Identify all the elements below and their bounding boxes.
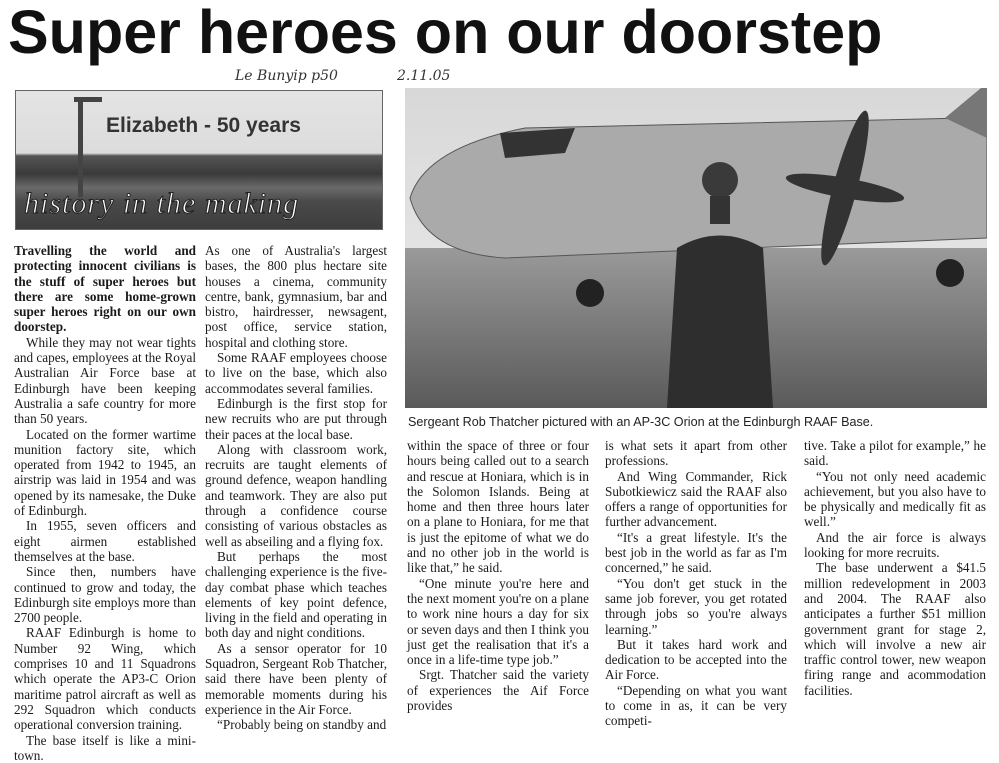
- aircraft-photo-illustration: [405, 88, 987, 408]
- article-paragraph: within the space of three or four hours being called out to a search and rescue at Honiara, which is in the Solomon Islands. Being at home and then three hours later on a plane to Honiara, for me that is just the epitome of what we do and no other job in the world is like that,” he said.: [407, 438, 589, 576]
- article-paragraph: “You don't get stuck in the same job forever, you get rotated through jobs so you're always learning.”: [605, 576, 787, 637]
- headline: Super heroes on our doorstep: [8, 0, 993, 64]
- article-column-2: [205, 243, 387, 733]
- banner-title: Elizabeth - 50 years: [106, 113, 301, 139]
- signpost-pole: [78, 97, 83, 197]
- article-lead: Travelling the world and protecting innocent civilians is the stuff of super heroes but there are some home-grown super heroes right on our own doorstep.: [14, 243, 196, 335]
- article-paragraph: “You not only need academic achievement, but you also have to be physically and medically fit as well.”: [804, 469, 986, 530]
- article-paragraph: But it takes hard work and dedication to be accepted into the Air Force.: [605, 637, 787, 683]
- article-paragraph: Located on the former wartime munition factory site, which operated from 1942 to 1945, an airstrip was laid in 1954 and was opened by its namesake, the Duke of Edinburgh.: [14, 427, 196, 519]
- article-paragraph: Some RAAF employees choose to live on the base, which also accommodates several families.: [205, 350, 387, 396]
- article-paragraph: Edinburgh is the first stop for new recruits who are put through their paces at the local base.: [205, 396, 387, 442]
- article-paragraph: Along with classroom work, recruits are taught elements of ground defence, weapon handling and teamwork. They are also put through a confidence course consisting of various obstacles as well as abseiling and a flying fox.: [205, 442, 387, 549]
- article-paragraph: tive. Take a pilot for example,” he said.: [804, 438, 986, 469]
- article-column-1: [14, 243, 196, 763]
- signpost-sign: [74, 97, 102, 102]
- article-paragraph: RAAF Edinburgh is home to Number 92 Wing, which comprises 10 and 11 Squadrons which operate the AP3-C Orion maritime patrol aircraft as well as 292 Squadron which conducts operational conversion training.: [14, 625, 196, 732]
- handwritten-source-note: Le Bunyip p50: [235, 67, 338, 85]
- article-paragraph: “One minute you're here and the next moment you're on a plane to work nine hours a day for six or seven days and then I think you just get the realisation that it's a once in a life-time type job.”: [407, 576, 589, 668]
- handwritten-date-note: 2.11.05: [397, 67, 450, 85]
- section-banner-image: [15, 90, 383, 230]
- article-paragraph: “Probably being on standby and: [205, 717, 387, 732]
- article-paragraph: In 1955, seven officers and eight airmen established themselves at the base.: [14, 518, 196, 564]
- article-paragraph: “Depending on what you want to come in as, it can be very competi-: [605, 683, 787, 729]
- article-column-4: [605, 438, 787, 729]
- article-paragraph: As a sensor operator for 10 Squadron, Sergeant Rob Thatcher, said there have been plenty of memorable moments during his experience in the Air Force.: [205, 641, 387, 717]
- article-paragraph: And the air force is always looking for more recruits.: [804, 530, 986, 561]
- article-paragraph: “It's a great lifestyle. It's the best job in the world as far as I'm concerned,” he said.: [605, 530, 787, 576]
- aircraft-photo: [405, 88, 987, 408]
- banner-subtitle: history in the making: [24, 187, 299, 221]
- article-paragraph: And Wing Commander, Rick Subotkiewicz said the RAAF also offers a range of opportunities for further advancement.: [605, 469, 787, 530]
- article-paragraph: As one of Australia's largest bases, the 800 plus hectare site houses a cinema, community centre, bank, gymnasium, bar and bistro, hairdresser, newsagent, post office, service station, hospital and clothing store.: [205, 243, 387, 350]
- article-paragraph: is what sets it apart from other professions.: [605, 438, 787, 469]
- article-column-5: [804, 438, 986, 698]
- article-paragraph: The base itself is like a mini-town.: [14, 733, 196, 763]
- article-column-3: [407, 438, 589, 713]
- photo-caption: Sergeant Rob Thatcher pictured with an AP-3C Orion at the Edinburgh RAAF Base.: [408, 414, 873, 430]
- article-paragraph: Srgt. Thatcher said the variety of experiences the Aif Force provides: [407, 667, 589, 713]
- article-paragraph: But perhaps the most challenging experience is the five-day combat phase which teaches elements of key point defence, living in the field and operating in both day and night conditions.: [205, 549, 387, 641]
- article-paragraph: Since then, numbers have continued to grow and today, the Edinburgh site employs more than 2700 people.: [14, 564, 196, 625]
- article-paragraph: The base underwent a $41.5 million redevelopment in 2003 and 2004. The RAAF also anticipates a further $51 million government grant for stage 2, which will involve a new air traffic control tower, new weapon firing range and acommodation facilities.: [804, 560, 986, 698]
- article-paragraph: While they may not wear tights and capes, employees at the Royal Australian Air Force base at Edinburgh have been keeping Australia a safe country for more than 50 years.: [14, 335, 196, 427]
